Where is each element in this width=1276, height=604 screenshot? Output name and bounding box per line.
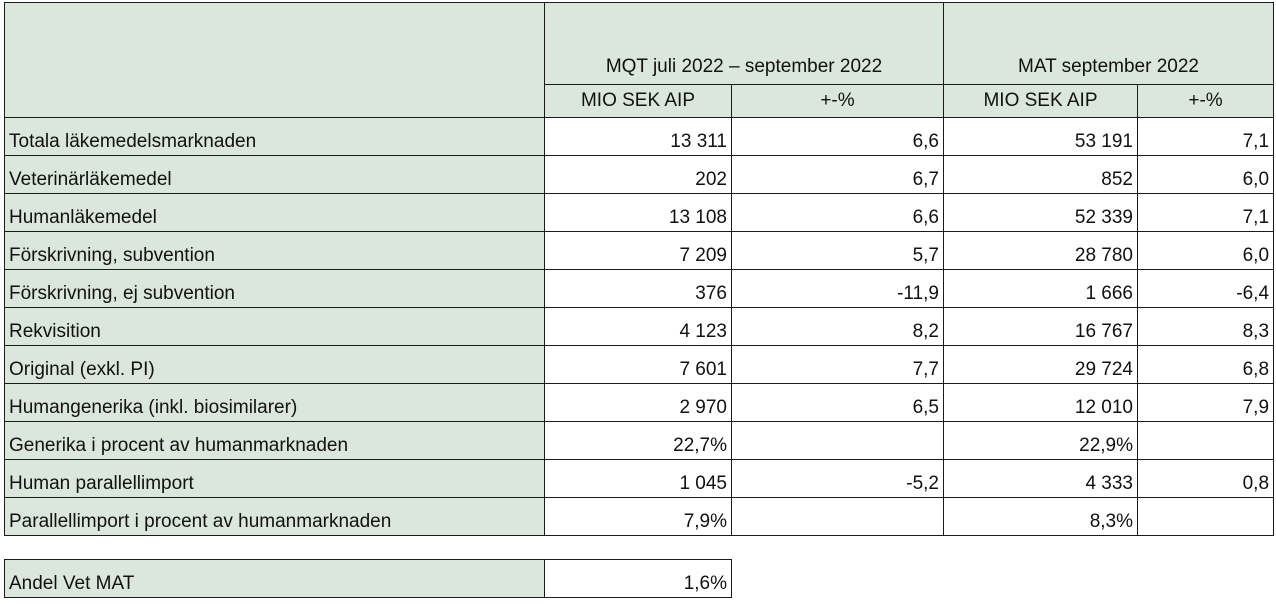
mat-change-cell: 6,8 — [1138, 346, 1274, 384]
mqt-change-cell: 5,7 — [732, 232, 944, 270]
mqt-value-cell: 1 045 — [545, 460, 732, 498]
mqt-value-cell: 4 123 — [545, 308, 732, 346]
mat-change-cell — [1138, 498, 1274, 536]
mqt-change-cell — [732, 498, 944, 536]
table-row — [5, 460, 1274, 498]
mqt-change-cell: 6,6 — [732, 118, 944, 156]
vet-share-value: 1,6% — [545, 560, 732, 598]
mqt-value-cell: 202 — [545, 156, 732, 194]
mat-change-cell: 7,1 — [1138, 118, 1274, 156]
mqt-change-cell: 6,5 — [732, 384, 944, 422]
vet-share-table — [4, 559, 732, 598]
row-label: Totala läkemedelsmarknaden — [5, 118, 545, 156]
mat-change-cell: 7,9 — [1138, 384, 1274, 422]
vet-share-row — [5, 560, 732, 598]
row-label: Humanläkemedel — [5, 194, 545, 232]
mat-value-cell: 28 780 — [944, 232, 1138, 270]
mqt-change-cell: -5,2 — [732, 460, 944, 498]
mat-change-cell: 7,1 — [1138, 194, 1274, 232]
row-label: Generika i procent av humanmarknaden — [5, 422, 545, 460]
table-row — [5, 498, 1274, 536]
mat-change-cell: -6,4 — [1138, 270, 1274, 308]
row-label: Förskrivning, subvention — [5, 232, 545, 270]
mqt-value-cell: 2 970 — [545, 384, 732, 422]
mqt-value-header: MIO SEK AIP — [545, 85, 732, 118]
table-row — [5, 194, 1274, 232]
mat-value-cell: 22,9% — [944, 422, 1138, 460]
row-label: Rekvisition — [5, 308, 545, 346]
mqt-change-cell: 6,6 — [732, 194, 944, 232]
group-header-row — [5, 3, 1274, 85]
mat-value-cell: 4 333 — [944, 460, 1138, 498]
mat-group-header: MAT september 2022 — [944, 3, 1274, 85]
row-label: Förskrivning, ej subvention — [5, 270, 545, 308]
row-label: Original (exkl. PI) — [5, 346, 545, 384]
row-label: Human parallellimport — [5, 460, 545, 498]
mqt-change-cell — [732, 422, 944, 460]
table-row — [5, 270, 1274, 308]
mat-value-cell: 52 339 — [944, 194, 1138, 232]
market-table — [4, 2, 1274, 536]
header-blank-cell — [5, 3, 545, 118]
mat-change-cell: 8,3 — [1138, 308, 1274, 346]
mqt-value-cell: 13 108 — [545, 194, 732, 232]
mqt-value-cell: 7 601 — [545, 346, 732, 384]
row-label: Humangenerika (inkl. biosimilarer) — [5, 384, 545, 422]
mat-value-cell: 8,3% — [944, 498, 1138, 536]
vet-share-label: Andel Vet MAT — [5, 560, 545, 598]
row-label: Veterinärläkemedel — [5, 156, 545, 194]
mat-change-cell: 6,0 — [1138, 232, 1274, 270]
mqt-value-cell: 7,9% — [545, 498, 732, 536]
table-row — [5, 308, 1274, 346]
mat-value-cell: 1 666 — [944, 270, 1138, 308]
mqt-change-cell: 6,7 — [732, 156, 944, 194]
mat-change-cell: 6,0 — [1138, 156, 1274, 194]
mat-value-cell: 12 010 — [944, 384, 1138, 422]
table-row — [5, 346, 1274, 384]
mqt-change-cell: 7,7 — [732, 346, 944, 384]
table-row — [5, 384, 1274, 422]
table-row — [5, 422, 1274, 460]
table-row — [5, 156, 1274, 194]
table-row — [5, 232, 1274, 270]
mqt-group-header: MQT juli 2022 – september 2022 — [545, 3, 944, 85]
row-label: Parallellimport i procent av humanmarknaden — [5, 498, 545, 536]
mat-value-cell: 852 — [944, 156, 1138, 194]
mqt-value-cell: 13 311 — [545, 118, 732, 156]
mqt-change-header: +-% — [732, 85, 944, 118]
mqt-value-cell: 376 — [545, 270, 732, 308]
mat-value-cell: 16 767 — [944, 308, 1138, 346]
mat-value-cell: 53 191 — [944, 118, 1138, 156]
mat-change-header: +-% — [1138, 85, 1274, 118]
mqt-value-cell: 22,7% — [545, 422, 732, 460]
mat-change-cell — [1138, 422, 1274, 460]
mat-value-header: MIO SEK AIP — [944, 85, 1138, 118]
mqt-change-cell: 8,2 — [732, 308, 944, 346]
mat-value-cell: 29 724 — [944, 346, 1138, 384]
table-row — [5, 118, 1274, 156]
mqt-change-cell: -11,9 — [732, 270, 944, 308]
mqt-value-cell: 7 209 — [545, 232, 732, 270]
mat-change-cell: 0,8 — [1138, 460, 1274, 498]
